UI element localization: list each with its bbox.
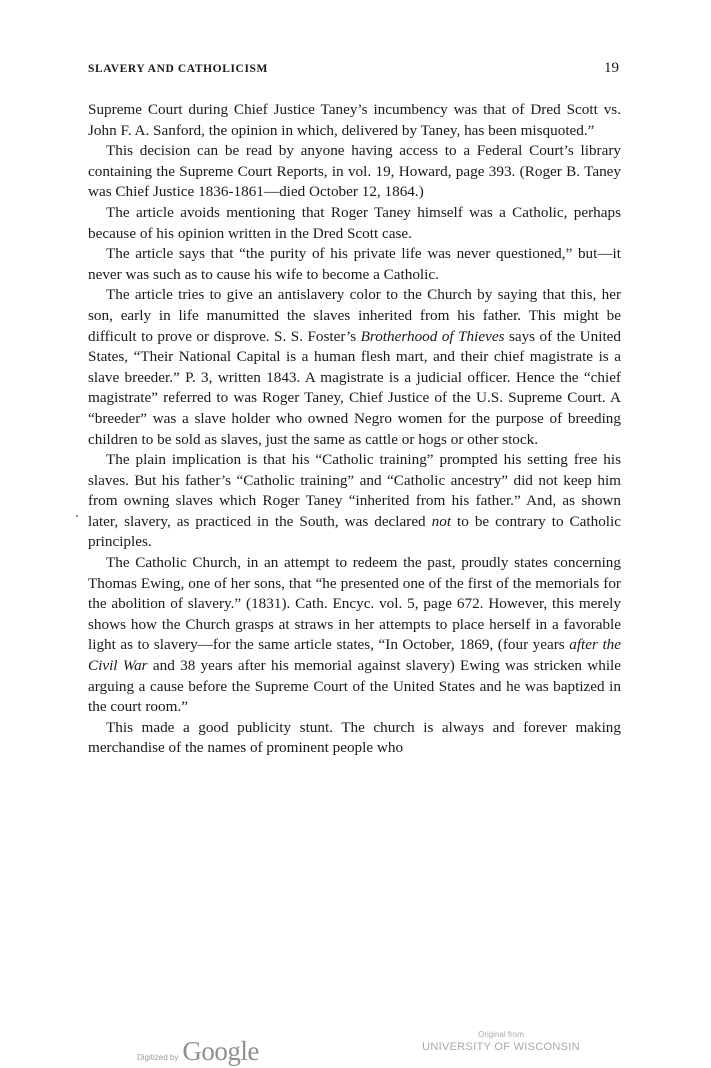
paragraph-text: This made a good publicity stunt. The church is always and forever making merchandise of the names of prominent people who <box>88 718 621 757</box>
paragraph-text: Supreme Court during Chief Justice Taney’s incumbency was that of Dred Scott vs. John F. A. Sanford, the opinion in which, delivered by Taney, has been misquoted.” <box>88 101 621 139</box>
running-title: SLAVERY AND CATHOLICISM <box>88 63 268 75</box>
original-from-notice <box>420 1030 582 1053</box>
paragraph-text: The Catholic Church, in an attempt to redeem the past, proudly states concerning Thomas Ewing, one of her sons, that “he presented one of the first of the memorials for the abolition of slavery.” (1831). Cath. Encyc. vol. 5, page 672. However, this merely shows how the Church grasps at straws in her attempts to place herself in a favorable light as to slavery—for the same article states, “In October, 1869, (four years <box>88 554 621 654</box>
paragraph-text: The article says that “the purity of his private life was never questioned,” but—it never was such as to cause his wife to become a Catholic. <box>88 245 621 283</box>
paragraph <box>88 450 621 553</box>
body-text <box>88 100 621 759</box>
paragraph <box>88 718 621 759</box>
paragraph <box>88 244 621 285</box>
scan-footer <box>0 1026 711 1066</box>
italic-text: Brotherhood of Thieves <box>360 327 505 345</box>
paragraph-text: and 38 years after his memorial against slavery) Ewing was stricken while arguing a cause before the Supreme Court of the United States and he was baptized in the court room.” <box>88 657 622 716</box>
paragraph-text: The article avoids mentioning that Roger Taney himself was a Catholic, perhaps because of his opinion written in the Dred Scott case. <box>88 203 621 242</box>
paragraph-text: says of the United States, “Their National Capital is a human flesh mart, and their chief magistrate is a slave breeder.” P. 3, written 1843. A magistrate is a judicial officer. Hence the “chief magistrate” referred to was Roger Taney, Chief Justice of the U.S. Supreme Court. A “breeder” was a slave holder who owned Negro women for the purpose of breeding children to be sold as slaves, just the same as cattle or hogs or other stock. <box>88 327 621 448</box>
original-source-label: UNIVERSITY OF WISCONSIN <box>422 1041 580 1053</box>
google-logo: Google <box>182 1036 259 1066</box>
italic-text: after the Civil War <box>88 636 621 675</box>
paragraph-text: to be contrary to Catholic principles. <box>88 512 621 551</box>
paragraph-text: The article tries to give an antislavery color to the Church by saying that this, her son, early in life manumitted the slaves inherited from his father. This might be difficult to prove or disprove. S. S. Foster’s <box>88 286 621 345</box>
paragraph-text: The plain implication is that his “Catholic training” prompted his setting free his slaves. But his father’s “Catholic training” and “Catholic ancestry” did not keep him from owning slaves which Roger Taney “inherited from his father.” And, as shown later, slavery, as practiced in the South, was declared <box>88 451 621 530</box>
paragraph-text: This decision can be read by anyone having access to a Federal Court’s library containing the Supreme Court Reports, in vol. 19, Howard, page 393. (Roger B. Taney was Chief Justice 1836-1861—died October 12, 1864.) <box>88 142 621 201</box>
digitized-by-notice <box>137 1036 259 1067</box>
paragraph <box>88 553 621 718</box>
book-page <box>88 60 621 759</box>
italic-text: not <box>431 512 452 530</box>
stray-ink-mark <box>76 515 78 517</box>
paragraph <box>88 141 621 203</box>
paragraph <box>88 203 621 244</box>
page-number: 19 <box>604 60 619 76</box>
paragraph <box>88 100 621 141</box>
running-head <box>88 60 621 82</box>
digitized-by-label: Digitized by <box>137 1053 179 1062</box>
paragraph <box>88 285 621 450</box>
original-from-label: Original from <box>478 1030 524 1039</box>
